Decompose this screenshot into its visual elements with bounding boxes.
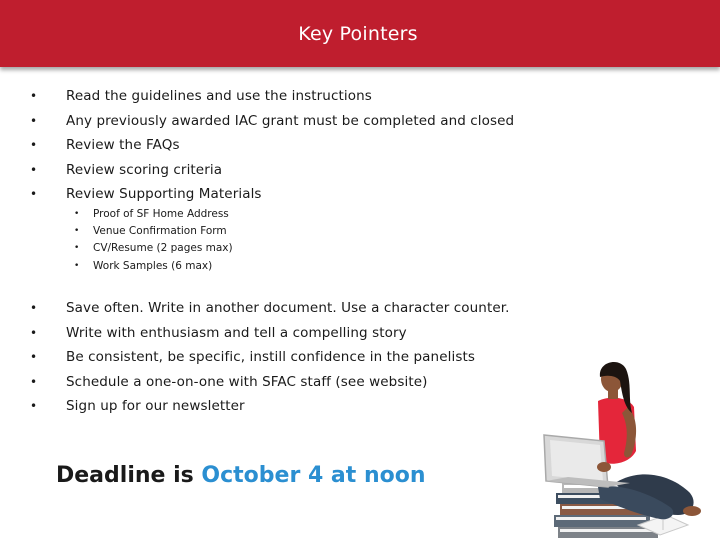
sub-list-item: • Proof of SF Home Address	[74, 206, 233, 223]
deadline-text	[56, 463, 426, 488]
slide-title: Key Pointers	[298, 23, 418, 45]
key-pointers-list	[30, 84, 514, 207]
sub-list-item: • Work Samples (6 max)	[74, 258, 233, 275]
deadline-date: October 4 at noon	[201, 463, 426, 488]
list-item: • Read the guidelines and use the instructions	[30, 84, 514, 109]
list-item: • Write with enthusiasm and tell a compelling story	[30, 321, 510, 346]
sub-list-item: • Venue Confirmation Form	[74, 223, 233, 240]
list-item: • Review Supporting Materials	[30, 182, 514, 207]
sub-list-item: • CV/Resume (2 pages max)	[74, 240, 233, 257]
tips-list	[30, 296, 510, 419]
list-item: • Any previously awarded IAC grant must be completed and closed	[30, 109, 514, 134]
list-item: • Schedule a one-on-one with SFAC staff (see website)	[30, 370, 510, 395]
list-item: • Review the FAQs	[30, 133, 514, 158]
list-item: • Be consistent, be specific, instill confidence in the panelists	[30, 345, 510, 370]
list-item: • Review scoring criteria	[30, 158, 514, 183]
list-item: • Sign up for our newsletter	[30, 394, 510, 419]
woman-with-laptop-on-books-illustration	[520, 355, 720, 540]
supporting-materials-list	[74, 206, 233, 275]
list-item: • Save often. Write in another document. Use a character counter.	[30, 296, 510, 321]
header-bar	[0, 0, 720, 67]
deadline-prefix: Deadline is	[56, 463, 202, 488]
